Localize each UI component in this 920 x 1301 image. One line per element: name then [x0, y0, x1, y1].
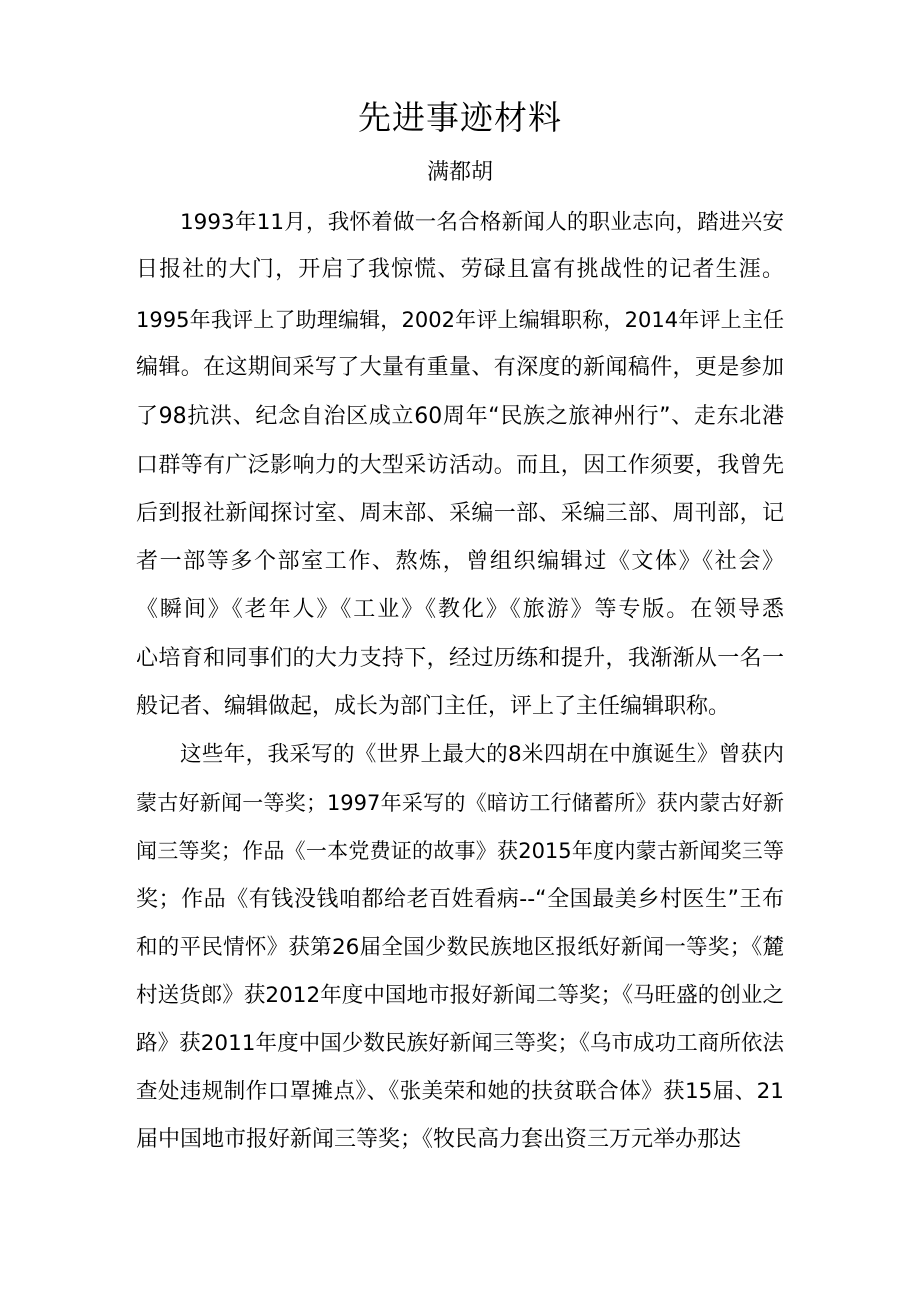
paragraph-2-line: 和的平民情怀》获第26届全国少数民族地区报纸好新闻一等奖；《麓 — [136, 935, 784, 960]
paragraph-1-line: 编辑。在这期间采写了大量有重量、有深度的新闻稿件，更是参加 — [136, 355, 784, 380]
paragraph-1-line: 1993年11月，我怀着做一名合格新闻人的职业志向，踏进兴安 — [180, 210, 784, 235]
paragraph-2-line: 这些年，我采写的《世界上最大的8米四胡在中旗诞生》曾获内 — [180, 742, 784, 767]
paragraph-2-line: 闻三等奖；作品《一本党费证的故事》获2015年度内蒙古新闻奖三等 — [136, 839, 784, 863]
paragraph-2-line: 奖；作品《有钱没钱咱都给老百姓看病--“全国最美乡村医生”王布 — [136, 887, 784, 912]
paragraph-1-line: 后到报社新闻探讨室、周末部、采编一部、采编三部、周刊部，记 — [136, 501, 784, 526]
paragraph-2-line: 蒙古好新闻一等奖；1997年采写的《暗访工行储蓄所》获内蒙古好新 — [136, 791, 784, 815]
paragraph-1-line: 心培育和同事们的大力支持下，经过历练和提升，我渐渐从一名一 — [136, 646, 784, 671]
paragraph-2-line: 届中国地市报好新闻三等奖；《牧民高力套出资三万元举办那达 — [136, 1127, 742, 1152]
paragraph-1-line: 日报社的大门，开启了我惊慌、劳碌且富有挑战性的记者生涯。 — [136, 257, 784, 282]
paragraph-2-line: 路》获2011年度中国少数民族好新闻三等奖；《乌市成功工商所依法 — [136, 1031, 784, 1056]
paragraph-1-line: 《瞬间》《老年人》《工业》《教化》《旅游》等专版。在领导悉 — [136, 597, 784, 622]
paragraph-1-line: 1995年我评上了助理编辑，2002年评上编辑职称，2014年评上主任 — [136, 308, 784, 332]
paragraph-1-line: 般记者、编辑做起，成长为部门主任，评上了主任编辑职称。 — [136, 694, 731, 719]
paragraph-2-line: 村送货郎》获2012年度中国地市报好新闻二等奖；《马旺盛的创业之 — [136, 983, 784, 1008]
paragraph-1-line: 口群等有广泛影响力的大型采访活动。而且，因工作须要，我曾先 — [136, 453, 784, 478]
document-title: 先进事迹材料 — [358, 98, 562, 137]
paragraph-2-line: 查处违规制作口罩摊点》、《张美荣和她的扶贫联合体》获15届、21 — [136, 1079, 784, 1104]
paragraph-1-line: 者一部等多个部室工作、熬炼，曾组织编辑过《文体》《社会》 — [136, 549, 784, 574]
paragraph-1-line: 了98抗洪、纪念自治区成立60周年“民族之旅神州行”、走东北港 — [136, 404, 784, 429]
author-name: 满都胡 — [426, 160, 493, 185]
